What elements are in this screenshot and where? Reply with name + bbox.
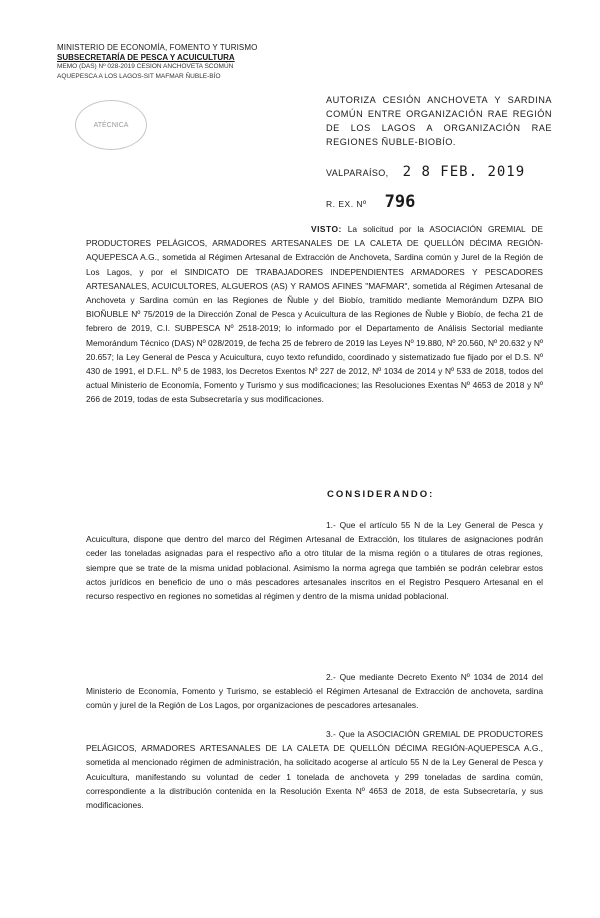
city-label: VALPARAÍSO, bbox=[326, 168, 389, 178]
memo-reference-line-1: MEMO (DAS) Nº 028-2019 CESION ANCHOVETA SCOMÚN bbox=[57, 63, 234, 70]
resolution-subject: AUTORIZA CESIÓN ANCHOVETA Y SARDINA COMÚN ENTRE ORGANIZACIÓN RAE REGIÓN DE LOS LAGOS A ORGANIZACIÓN RAE REGIONES ÑUBLE-BIOBÍO. bbox=[326, 95, 552, 147]
office-stamp bbox=[75, 100, 147, 150]
letterhead bbox=[57, 43, 277, 81]
place-and-date bbox=[326, 164, 525, 180]
resolution-number bbox=[326, 192, 415, 212]
considerando-item: 2.- Que mediante Decreto Exento Nº 1034 de 2014 del Ministerio de Economía, Fomento y Turismo, se estableció el Régimen Artesanal de Extracción de anchoveta, sardina común y jurel de la Región de Los Lagos, por organizaciones de pescadores artesanales. bbox=[86, 672, 543, 711]
date-stamp: 2 8 FEB. 2019 bbox=[402, 164, 526, 180]
considerando-item: 3.- Que la ASOCIACIÓN GREMIAL DE PRODUCTORES PELÁGICOS, ARMADORES ARTESANALES DE LA CALETA DE QUELLÓN DÉCIMA REGIÓN-AQUEPESCA A.G., sometida al mencionado régimen de administración, ha solicitado acogerse al artículo 55 N de la Ley General de Pesca y Acuicultura, manifestando su voluntad de ceder 1 tonelada de anchoveta y 299 toneladas de sardina común, correspondiente a la distribución contenida en la Resolución Exenta Nº 4653 de 2018, de esta Subsecretaría, y sus modificaciones. bbox=[86, 729, 543, 811]
stamp-text: ATÉCNICA bbox=[93, 121, 129, 129]
subsecretaria-name: SUBSECRETARÍA DE PESCA Y ACUICULTURA bbox=[57, 52, 235, 62]
visto-text: La solicitud por la ASOCIACIÓN GREMIAL DE PRODUCTORES PELÁGICOS, ARMADORES ARTESANALES DE LA CALETA DE QUELLÓN DÉCIMA REGIÓN-AQUEPESCA A.G., sometida al Régimen Artesanal de Extracción de Anchoveta, Sardina común y Jurel de la Región de Los Lagos, y por el SINDICATO DE TRABAJADORES INDEPENDIENTES ARMADORES Y PESCADORES ARTESANALES, ACUICULTORES, ALGUEROS (AS) Y RAMOS AFINES "MAFMAR", sometida al Régimen Artesanal de Anchoveta y Sardina común en las Regiones de Ñuble y del Biobío, tramitido mediante Memorándum DZPA BIO BIOÑUBLE Nº 75/2019 de la Dirección Zonal de Pesca y Acuicultura de las Regiones de Ñuble y Biobío, de fecha 21 de febrero de 2019, C.I. SUBPESCA Nº 2518-2019; lo informado por el Departamento de Análisis Sectorial mediante Memorándum Técnico (DAS) Nº 028/2019, de fecha 25 de febrero de 2019 las Leyes Nº 19.880, Nº 20.560, Nº 20.632 y Nº 20.657; la Ley General de Pesca y Acuicultura, cuyo texto refundido, coordinado y sistematizado fue fijado por el D.S. Nº 430 de 1991, el D.F.L. Nº 5 de 1983, los Decretos Exentos Nº 227 de 2012, Nº 1034 de 2014 y Nº 533 de 2018, todos del actual Ministerio de Economía, Fomento y Turismo y sus modificaciones; las Resoluciones Exentas Nº 4653 de 2018 y Nº 266 de 2019, todas de esta Subsecretaría y sus modificaciones. bbox=[86, 224, 543, 405]
resolution-number-value: 796 bbox=[384, 192, 416, 212]
ministry-name: MINISTERIO DE ECONOMÍA, FOMENTO Y TURISMO bbox=[57, 43, 258, 52]
visto-paragraph bbox=[86, 222, 543, 407]
resolution-number-label: R. EX. Nº bbox=[326, 199, 367, 209]
visto-heading: VISTO: bbox=[311, 224, 342, 234]
considerando-item: 1.- Que el artículo 55 N de la Ley General de Pesca y Acuicultura, dispone que dentro del marco del Régimen Artesanal de Extracción, los titulares de asignaciones podrán ceder las toneladas asignadas para el respectivo año a otro titular de la misma región o a titulares de otras regiones, siempre que se trate de la misma unidad poblacional. Asimismo la norma agrega que también se podrán celebrar estos actos jurídicos en beneficio de uno o más pescadores artesanales inscritos en el Registro Pesquero Artesanal en el recurso respectivo en regiones no sometidas al régimen y dentro de la misma unidad poblacional. bbox=[86, 520, 543, 602]
considerando-heading: CONSIDERANDO: bbox=[327, 489, 435, 500]
memo-reference-line-2: AQUEPESCA A LOS LAGOS-SIT MAFMAR ÑUBLE-BÍO bbox=[57, 72, 221, 80]
